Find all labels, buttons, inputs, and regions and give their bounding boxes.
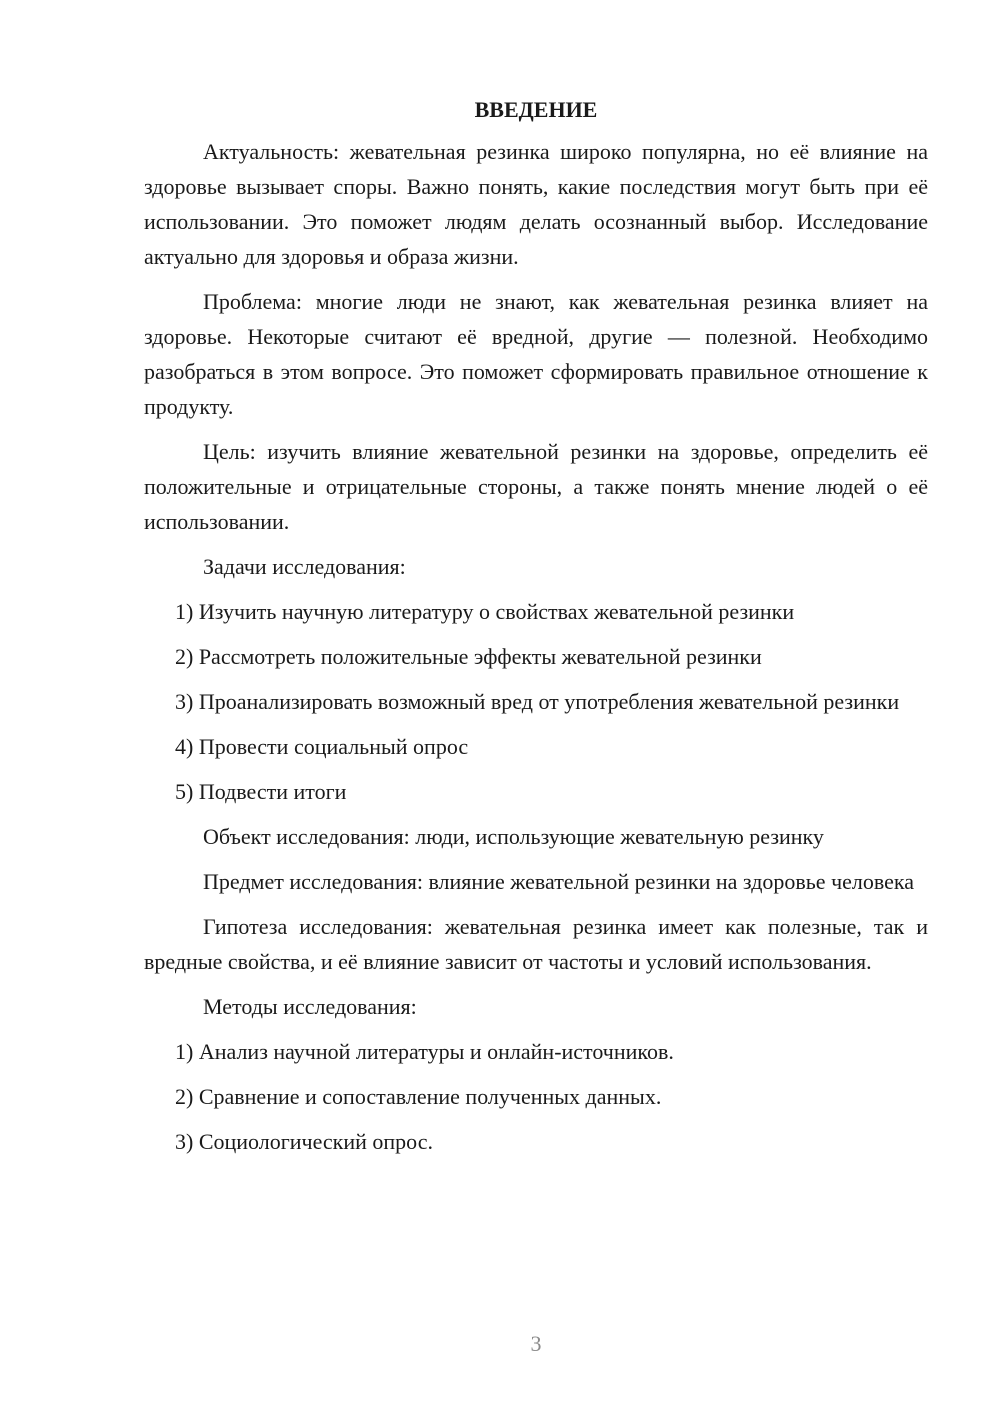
relevance-paragraph: Актуальность: жевательная резинка широко популярна, но её влияние на здоровье вызывает споры. Важно понять, какие последствия могут быть при её использовании. Это поможет людям делать осознанный выбор. Исследование актуально для здоровья и образа жизни. [144, 139, 928, 269]
hypothesis-paragraph: Гипотеза исследования: жевательная резинка имеет как полезные, так и вредные свойства, и её влияние зависит от частоты и условий использования. [144, 914, 928, 974]
task-item-2: 2) Рассмотреть положительные эффекты жевательной резинки [175, 644, 762, 669]
method-item-3: 3) Социологический опрос. [175, 1129, 433, 1154]
page-title: ВВЕДЕНИЕ [474, 97, 598, 122]
task-item-5: 5) Подвести итоги [175, 779, 347, 804]
task-item-4: 4) Провести социальный опрос [175, 734, 469, 759]
object-paragraph: Объект исследования: люди, использующие жевательную резинку [203, 824, 824, 849]
methods-heading: Методы исследования: [203, 994, 417, 1019]
document-page [144, 92, 928, 1169]
problem-paragraph: Проблема: многие люди не знают, как жевательная резинка влияет на здоровье. Некоторые считают её вредной, другие — полезной. Необходимо разобраться в этом вопросе. Это поможет сформировать правильное отношение к продукту. [144, 289, 928, 419]
task-item-3: 3) Проанализировать возможный вред от употребления жевательной резинки [175, 689, 900, 714]
task-item-1: 1) Изучить научную литературу о свойствах жевательной резинки [175, 599, 795, 624]
page-number: 3 [530, 1331, 542, 1356]
method-item-2: 2) Сравнение и сопоставление полученных данных. [175, 1084, 662, 1109]
subject-paragraph: Предмет исследования: влияние жевательной резинки на здоровье человека [203, 869, 915, 894]
tasks-heading: Задачи исследования: [203, 554, 406, 579]
method-item-1: 1) Анализ научной литературы и онлайн-источников. [175, 1039, 674, 1064]
goal-paragraph: Цель: изучить влияние жевательной резинки на здоровье, определить её положительные и отрицательные стороны, а также понять мнение людей о её использовании. [144, 439, 928, 534]
